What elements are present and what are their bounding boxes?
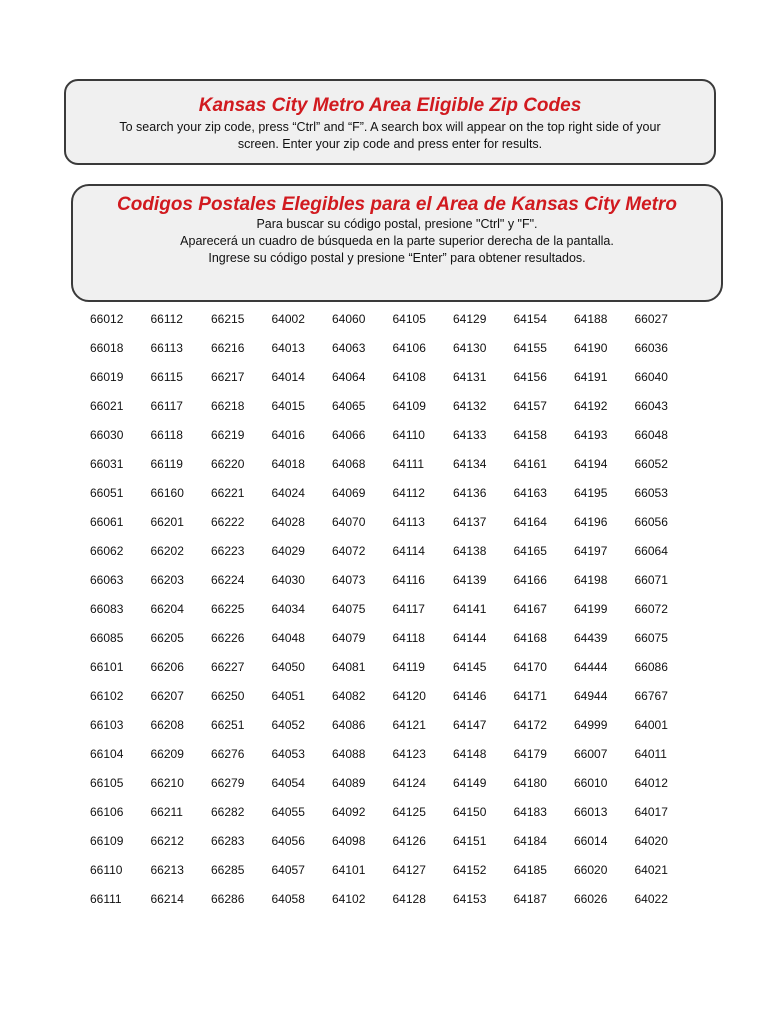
zip-code-cell: 66216 — [211, 341, 245, 355]
zip-code-cell: 64155 — [513, 341, 547, 355]
zip-code-cell: 64001 — [634, 718, 668, 732]
zip-code-cell: 64184 — [513, 834, 547, 848]
zip-code-cell: 64117 — [392, 602, 425, 616]
zip-code-cell: 66019 — [90, 370, 124, 384]
zip-code-cell: 64030 — [271, 573, 305, 587]
zip-code-cell: 66027 — [634, 312, 668, 326]
zip-code-cell: 64171 — [513, 689, 547, 703]
spanish-instruction-line: Ingrese su código postal y presione “Enter” para obtener resultados. — [208, 251, 586, 265]
zip-code-cell: 66075 — [634, 631, 668, 645]
zip-code-cell: 66113 — [150, 341, 183, 355]
zip-code-cell: 64086 — [332, 718, 366, 732]
zip-code-cell: 64110 — [392, 428, 425, 442]
zip-code-cell: 64079 — [332, 631, 366, 645]
zip-code-cell: 64012 — [634, 776, 668, 790]
zip-code-cell: 66021 — [90, 399, 124, 413]
zip-code-cell: 64139 — [453, 573, 487, 587]
zip-code-cell: 66007 — [574, 747, 608, 761]
english-title: Kansas City Metro Area Eligible Zip Codes — [198, 95, 582, 116]
zip-code-cell: 64053 — [271, 747, 305, 761]
zip-code-cell: 64105 — [392, 312, 426, 326]
zip-code-cell: 64034 — [271, 602, 305, 616]
zip-code-cell: 64196 — [574, 515, 608, 529]
zip-code-cell: 64075 — [332, 602, 366, 616]
zip-code-cell: 66222 — [211, 515, 245, 529]
zip-code-cell: 66036 — [634, 341, 668, 355]
zip-code-cell: 64180 — [513, 776, 547, 790]
zip-code-cell: 64002 — [271, 312, 305, 326]
zip-code-cell: 64170 — [513, 660, 547, 674]
zip-code-cell: 66207 — [150, 689, 184, 703]
zip-code-table — [90, 311, 695, 920]
zip-code-cell: 66217 — [211, 370, 245, 384]
zip-code-cell: 64064 — [332, 370, 366, 384]
zip-code-cell: 66109 — [90, 834, 124, 848]
zip-code-cell: 66251 — [211, 718, 245, 732]
zip-code-cell: 66102 — [90, 689, 124, 703]
zip-code-cell: 66210 — [150, 776, 184, 790]
zip-code-cell: 66064 — [634, 544, 668, 558]
zip-code-cell: 64054 — [271, 776, 305, 790]
zip-code-cell: 64128 — [392, 892, 426, 906]
spanish-instructions — [73, 216, 721, 267]
zip-code-cell: 64016 — [271, 428, 305, 442]
zip-code-cell: 66219 — [211, 428, 245, 442]
zip-code-cell: 66211 — [150, 805, 183, 819]
zip-code-cell: 66040 — [634, 370, 668, 384]
zip-code-cell: 64190 — [574, 341, 608, 355]
zip-code-cell: 64073 — [332, 573, 366, 587]
zip-code-cell: 66086 — [634, 660, 668, 674]
zip-code-cell: 64164 — [513, 515, 547, 529]
zip-code-cell: 66031 — [90, 457, 124, 471]
zip-code-cell: 64167 — [513, 602, 547, 616]
english-instructions — [66, 119, 714, 153]
spanish-instructions-box — [71, 184, 723, 302]
english-instruction-line: To search your zip code, press “Ctrl” and “F”. A search box will appear on the top right side of your — [119, 120, 661, 134]
zip-code-cell: 66208 — [150, 718, 184, 732]
zip-code-cell: 64048 — [271, 631, 305, 645]
zip-code-cell: 64185 — [513, 863, 547, 877]
zip-code-cell: 64154 — [513, 312, 547, 326]
zip-code-cell: 66112 — [150, 312, 183, 326]
zip-code-cell: 66282 — [211, 805, 245, 819]
zip-code-cell: 64106 — [392, 341, 426, 355]
zip-code-cell: 64013 — [271, 341, 305, 355]
zip-code-cell: 64092 — [332, 805, 366, 819]
zip-code-cell: 66221 — [211, 486, 245, 500]
zip-code-cell: 66205 — [150, 631, 184, 645]
zip-code-cell: 64136 — [453, 486, 487, 500]
zip-code-cell: 64119 — [392, 660, 425, 674]
zip-code-cell: 64151 — [453, 834, 487, 848]
zip-code-cell: 66013 — [574, 805, 608, 819]
zip-code-cell: 66030 — [90, 428, 124, 442]
zip-code-cell: 64137 — [453, 515, 487, 529]
zip-code-cell: 64138 — [453, 544, 487, 558]
zip-code-cell: 64108 — [392, 370, 426, 384]
zip-code-cell: 64444 — [574, 660, 608, 674]
zip-code-cell: 64101 — [332, 863, 366, 877]
zip-code-cell: 64072 — [332, 544, 366, 558]
zip-code-cell: 64028 — [271, 515, 305, 529]
zip-code-cell: 66276 — [211, 747, 245, 761]
zip-code-cell: 66279 — [211, 776, 245, 790]
zip-code-cell: 64193 — [574, 428, 608, 442]
zip-code-cell: 64098 — [332, 834, 366, 848]
zip-code-cell: 64197 — [574, 544, 608, 558]
zip-code-cell: 64195 — [574, 486, 608, 500]
zip-code-cell: 64121 — [392, 718, 426, 732]
zip-code-cell: 66051 — [90, 486, 124, 500]
zip-code-cell: 64127 — [392, 863, 426, 877]
zip-code-cell: 64052 — [271, 718, 305, 732]
zip-code-cell: 64187 — [513, 892, 547, 906]
spanish-instruction-line: Aparecerá un cuadro de búsqueda en la parte superior derecha de la pantalla. — [180, 234, 614, 248]
zip-code-cell: 66103 — [90, 718, 124, 732]
zip-code-cell: 64191 — [574, 370, 608, 384]
zip-code-cell: 66026 — [574, 892, 608, 906]
zip-code-cell: 66220 — [211, 457, 245, 471]
zip-code-cell: 66212 — [150, 834, 184, 848]
zip-code-cell: 64183 — [513, 805, 547, 819]
zip-code-cell: 64166 — [513, 573, 547, 587]
zip-code-cell: 64198 — [574, 573, 608, 587]
zip-code-cell: 66226 — [211, 631, 245, 645]
zip-code-cell: 64141 — [453, 602, 487, 616]
zip-code-cell: 64165 — [513, 544, 547, 558]
zip-code-cell: 66052 — [634, 457, 668, 471]
zip-code-cell: 64439 — [574, 631, 608, 645]
zip-code-cell: 64125 — [392, 805, 426, 819]
zip-code-cell: 64011 — [634, 747, 667, 761]
zip-code-cell: 66204 — [150, 602, 184, 616]
zip-code-cell: 66285 — [211, 863, 245, 877]
zip-code-cell: 66201 — [150, 515, 184, 529]
zip-code-cell: 66767 — [634, 689, 668, 703]
zip-code-cell: 64168 — [513, 631, 547, 645]
zip-code-cell: 64158 — [513, 428, 547, 442]
zip-code-cell: 64082 — [332, 689, 366, 703]
zip-code-cell: 64058 — [271, 892, 305, 906]
zip-code-cell: 66215 — [211, 312, 245, 326]
zip-code-cell: 64172 — [513, 718, 547, 732]
zip-code-cell: 66119 — [150, 457, 183, 471]
zip-code-cell: 64131 — [453, 370, 487, 384]
zip-code-cell: 66020 — [574, 863, 608, 877]
zip-code-cell: 66071 — [634, 573, 668, 587]
zip-code-cell: 64123 — [392, 747, 426, 761]
zip-code-cell: 66213 — [150, 863, 184, 877]
zip-code-cell: 66062 — [90, 544, 124, 558]
zip-code-cell: 66072 — [634, 602, 668, 616]
zip-code-cell: 66283 — [211, 834, 245, 848]
zip-code-cell: 64130 — [453, 341, 487, 355]
zip-code-cell: 66250 — [211, 689, 245, 703]
zip-code-cell: 64147 — [453, 718, 487, 732]
zip-code-cell: 64088 — [332, 747, 366, 761]
zip-code-cell: 66048 — [634, 428, 668, 442]
zip-code-cell: 64089 — [332, 776, 366, 790]
zip-code-cell: 64999 — [574, 718, 608, 732]
zip-code-cell: 64144 — [453, 631, 487, 645]
zip-code-cell: 66206 — [150, 660, 184, 674]
zip-code-cell: 64163 — [513, 486, 547, 500]
zip-code-cell: 64022 — [634, 892, 668, 906]
zip-code-cell: 64065 — [332, 399, 366, 413]
zip-code-cell: 64126 — [392, 834, 426, 848]
zip-code-cell: 64018 — [271, 457, 305, 471]
zip-code-cell: 66225 — [211, 602, 245, 616]
zip-code-cell: 64133 — [453, 428, 487, 442]
zip-code-cell: 64148 — [453, 747, 487, 761]
zip-code-cell: 66085 — [90, 631, 124, 645]
zip-code-cell: 66111 — [90, 892, 122, 906]
zip-code-cell: 64146 — [453, 689, 487, 703]
english-instructions-box — [64, 79, 716, 165]
zip-code-cell: 66014 — [574, 834, 608, 848]
english-instruction-line: screen. Enter your zip code and press enter for results. — [237, 137, 543, 151]
zip-code-cell: 64056 — [271, 834, 305, 848]
zip-code-cell: 66105 — [90, 776, 124, 790]
zip-code-cell: 64070 — [332, 515, 366, 529]
zip-code-cell: 66118 — [150, 428, 183, 442]
zip-code-cell: 64051 — [271, 689, 305, 703]
zip-code-cell: 64015 — [271, 399, 305, 413]
zip-code-cell: 66061 — [90, 515, 124, 529]
zip-code-cell: 64109 — [392, 399, 426, 413]
zip-code-cell: 64199 — [574, 602, 608, 616]
zip-code-cell: 64188 — [574, 312, 608, 326]
zip-code-cell: 66209 — [150, 747, 184, 761]
zip-code-cell: 64021 — [634, 863, 668, 877]
zip-code-cell: 64068 — [332, 457, 366, 471]
zip-code-cell: 64145 — [453, 660, 487, 674]
zip-code-cell: 64024 — [271, 486, 305, 500]
zip-code-cell: 66223 — [211, 544, 245, 558]
zip-code-cell: 64124 — [392, 776, 426, 790]
zip-code-cell: 64157 — [513, 399, 547, 413]
zip-code-cell: 64132 — [453, 399, 487, 413]
zip-code-cell: 64161 — [513, 457, 547, 471]
zip-code-cell: 64057 — [271, 863, 305, 877]
zip-code-cell: 64116 — [392, 573, 425, 587]
spanish-title: Codigos Postales Elegibles para el Area de Kansas City Metro — [117, 194, 677, 215]
zip-code-cell: 66202 — [150, 544, 184, 558]
zip-code-cell: 66106 — [90, 805, 124, 819]
zip-code-cell: 64150 — [453, 805, 487, 819]
zip-code-cell: 66203 — [150, 573, 184, 587]
zip-code-cell: 64112 — [392, 486, 425, 500]
zip-code-cell: 64017 — [634, 805, 668, 819]
zip-code-cell: 64055 — [271, 805, 305, 819]
zip-code-cell: 66063 — [90, 573, 124, 587]
zip-code-cell: 64149 — [453, 776, 487, 790]
zip-code-cell: 64029 — [271, 544, 305, 558]
zip-code-cell: 64113 — [392, 515, 425, 529]
zip-code-cell: 66110 — [90, 863, 123, 877]
zip-code-cell: 64192 — [574, 399, 608, 413]
zip-code-cell: 66286 — [211, 892, 245, 906]
zip-code-cell: 66012 — [90, 312, 124, 326]
zip-code-cell: 64129 — [453, 312, 487, 326]
zip-code-cell: 66160 — [150, 486, 184, 500]
zip-code-cell: 64020 — [634, 834, 668, 848]
zip-code-cell: 64081 — [332, 660, 366, 674]
zip-code-cell: 66104 — [90, 747, 124, 761]
zip-code-cell: 66053 — [634, 486, 668, 500]
zip-code-cell: 64152 — [453, 863, 487, 877]
zip-code-cell: 64111 — [392, 457, 425, 471]
zip-code-cell: 64063 — [332, 341, 366, 355]
zip-code-cell: 66056 — [634, 515, 668, 529]
zip-code-cell: 66227 — [211, 660, 245, 674]
zip-code-cell: 64156 — [513, 370, 547, 384]
zip-code-cell: 64069 — [332, 486, 366, 500]
zip-code-cell: 64944 — [574, 689, 608, 703]
zip-code-cell: 64153 — [453, 892, 487, 906]
zip-code-cell: 64114 — [392, 544, 425, 558]
zip-code-cell: 66115 — [150, 370, 183, 384]
zip-code-cell: 64134 — [453, 457, 487, 471]
zip-code-cell: 64060 — [332, 312, 366, 326]
zip-code-cell: 64120 — [392, 689, 426, 703]
zip-code-cell: 66218 — [211, 399, 245, 413]
zip-code-cell: 66018 — [90, 341, 124, 355]
zip-code-cell: 66083 — [90, 602, 124, 616]
zip-code-cell: 66224 — [211, 573, 245, 587]
zip-code-cell: 64179 — [513, 747, 547, 761]
zip-code-cell: 66043 — [634, 399, 668, 413]
zip-code-cell: 64118 — [392, 631, 425, 645]
zip-code-cell: 66010 — [574, 776, 608, 790]
spanish-instruction-line: Para buscar su código postal, presione "Ctrl" y "F". — [256, 217, 538, 231]
zip-code-cell: 64050 — [271, 660, 305, 674]
zip-code-cell: 66101 — [90, 660, 124, 674]
zip-code-cell: 66214 — [150, 892, 184, 906]
zip-code-cell: 64066 — [332, 428, 366, 442]
zip-code-cell: 64102 — [332, 892, 366, 906]
zip-code-cell: 66117 — [150, 399, 183, 413]
zip-code-cell: 64014 — [271, 370, 305, 384]
zip-code-cell: 64194 — [574, 457, 608, 471]
